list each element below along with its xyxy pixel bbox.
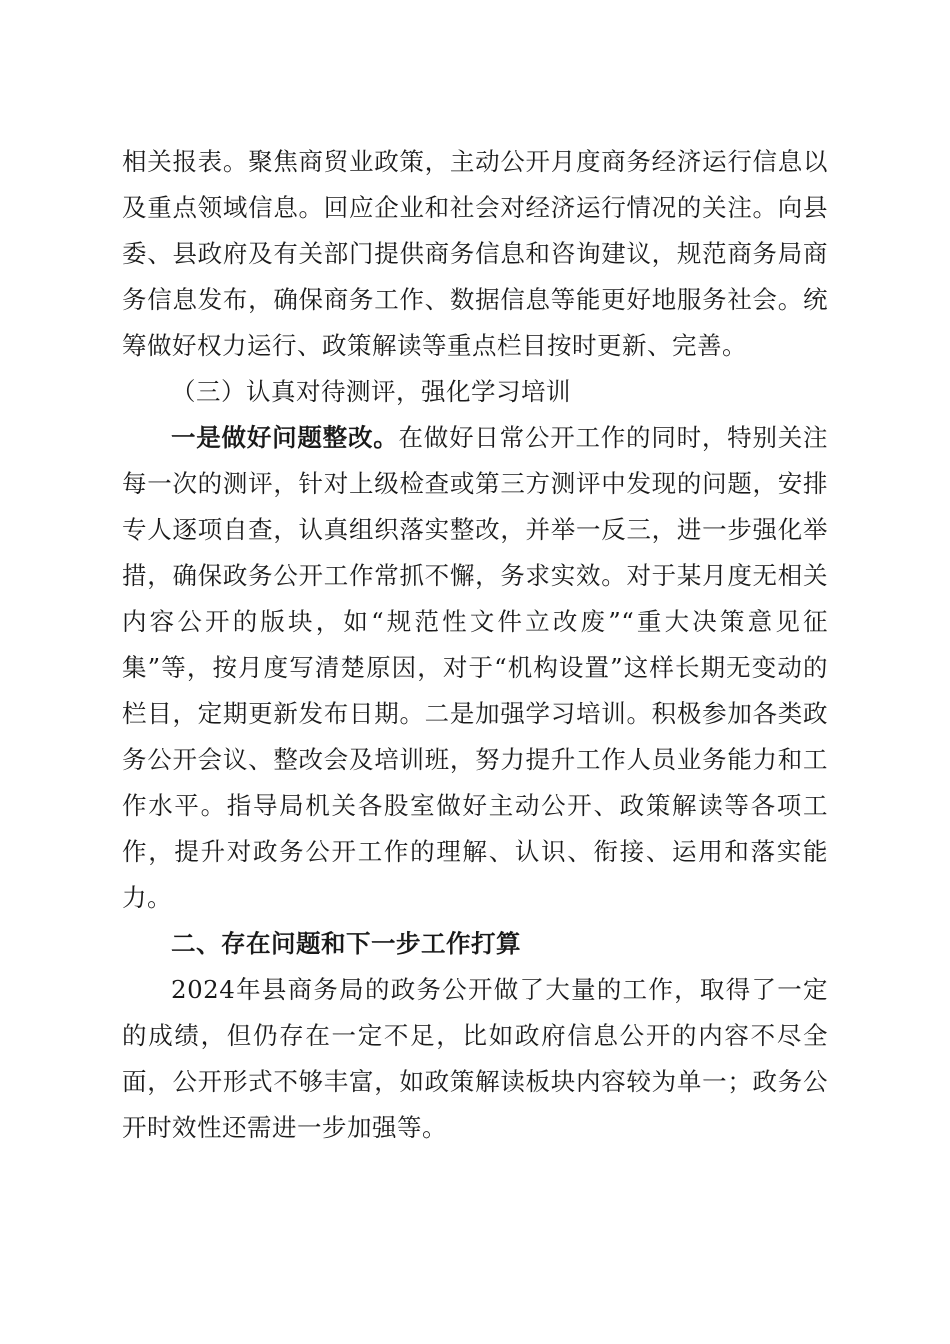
- section-3-paragraph: [122, 415, 828, 921]
- section-3-title: （三）认真对待测评，强化学习培训: [171, 377, 571, 406]
- section-3-body: 在做好日常公开工作的同时，特别关注每一次的测评，针对上级检查或第三方测评中发现的问题，安排专人逐项自查，认真组织落实整改，并举一反三，进一步强化举措，确保政务公开工作常抓不懈，务求实效。对于某月度无相关内容公开的版块，如“规范性文件立改废”“重大决策意见征集”等，按月度写清楚原因，对于“机构设置”这样长期无变动的栏目，定期更新发布日期。二是加强学习培训。积极参加各类政务公开会议、整改会及培训班，努力提升工作人员业务能力和工作水平。指导局机关各股室做好主动公开、政策解读等各项工作，提升对政务公开工作的理解、认识、衔接、运用和落实能力。: [122, 423, 829, 912]
- part-2-heading: 二、存在问题和下一步工作打算: [171, 929, 521, 958]
- part-2-paragraph: 2024年县商务局的政务公开做了大量的工作，取得了一定的成绩，但仍存在一定不足，比如政府信息公开的内容不尽全面，公开形式不够丰富，如政策解读板块内容较为单一；政务公开时效性还需进一步加强等。: [122, 975, 828, 1142]
- document-body: [122, 139, 828, 1151]
- paragraph-continued: 相关报表。聚焦商贸业政策，主动公开月度商务经济运行信息以及重点领域信息。回应企业和社会对经济运行情况的关注。向县委、县政府及有关部门提供商务信息和咨询建议，规范商务局商务信息发布，确保商务工作、数据信息等能更好地服务社会。统筹做好权力运行、政策解读等重点栏目按时更新、完善。: [122, 147, 828, 360]
- section-3-lead: 一是做好问题整改。: [171, 423, 399, 452]
